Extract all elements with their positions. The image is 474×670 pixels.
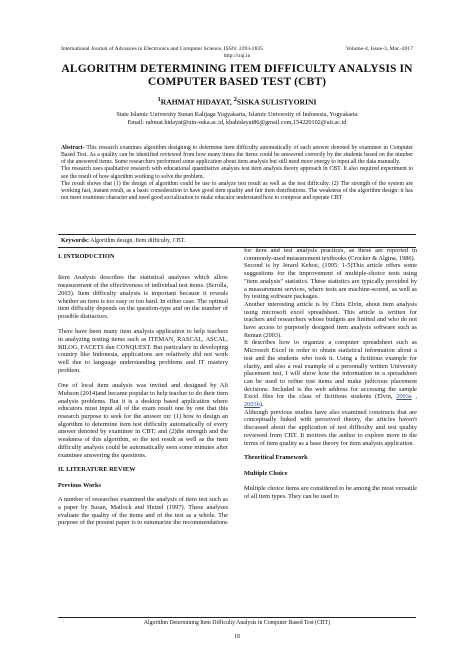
title-line-2: COMPUTER BASED TEST (CBT) <box>147 75 327 88</box>
right-paragraph-1: for item and test analysis practices, as these are reported in commonly-used measurement textbooks (Crocker & Algina, 1986). <box>244 247 417 262</box>
journal-volume: Volume-4, Issue-3, Mar.-2017 <box>345 46 413 52</box>
keywords-text: Algorithm design, Item difficulty, CBT. <box>89 238 186 244</box>
paper-title <box>40 62 434 88</box>
keywords <box>61 238 413 244</box>
keywords-rule-top <box>58 234 416 235</box>
right-paragraph-6: Multiple choice items are considered to be among the most versatile of all item types. They can be used to <box>244 485 417 500</box>
right-paragraph-3: Another interesting article is by Chris Elvin, about item analysis using microsoft excel spreadsheet. This article is written for teachers and researchers whose budgets are limited and who do not have access to purposely designed item analysis software such as Iteman (2003). <box>244 300 417 339</box>
review-heading: II. LITERATURE REVIEW <box>58 466 136 474</box>
citation-link-2003a[interactable]: 2003a <box>396 393 412 401</box>
abstract <box>61 145 413 202</box>
footer-rule <box>58 617 416 618</box>
right-paragraph-2: Second is by Jerard Kehoe, (1995: 1-5)This article offers some suggestions for the improvement of multiple-choice tests using "item analysis" statistics. These statistics are typically provided by a measurement services, where tests are machine-scored, as well as by testing software packages. <box>244 262 417 301</box>
authors <box>40 96 434 107</box>
abstract-label: Abstract- <box>61 145 85 151</box>
author-2: SISKA SULISTYORINI <box>236 97 317 107</box>
abstract-p2: The research uses qualitative research with educational quantitative analysis test item analysis theory approach in CBT. It also required experiment to see the result of how algorithm working to solve the problem. <box>61 166 413 180</box>
abstract-p3: The result shows that (1) the design of algorithm could be use to analyze test result as well as the test difficulty. (2) The strength of the system are working fast, instant result, as a basic consideration to have good item quality and fair item distributions. The weakness of the algorithm design: it has not meet examinee character and need good socialization to make educator understand how to compose and operate CBT <box>61 180 413 202</box>
intro-paragraph-2: There have been many item analysis application to help teachers in analyzing testing items such as ITEMAN, RASCAL, ASCAL, BILOG, FACETS dan CONQUEST. But particulary in developing country like Indonesia, applications are relatively did not work well due to language understanding problems and IT mastery problem. <box>58 328 228 374</box>
citation-link-2003b[interactable]: 2003b <box>244 401 260 409</box>
page-number: 18 <box>234 634 240 640</box>
keywords-label: Keywords: <box>61 238 89 244</box>
multiple-choice-heading: Multiple Choice <box>244 469 288 477</box>
intro-paragraph-3: One of local item analysis was invited and designed by Ali Muhson (2014)and became popular to help teacher to do their item analysis problems. But it is a desktop based application where educators must input all of the exam result one by one that this research purpose to seek for the answer on: (1) how to design an algorithm to determine item test difficulty automatically of every answer denoted by examinee in CBT; and (2)the strength and the weakness of this algorithm, so the test result as well as the item difficulty analysis could be automatically seen some minutes after examinee answering the questions. <box>58 382 228 459</box>
journal-url: http://iraj.in <box>223 53 251 59</box>
title-line-1: ALGORITHM DETERMINING ITEM DIFFICULTY ANALYSIS IN <box>61 62 413 75</box>
affiliation-line: State Islamic University Sunan Kalijaga Yogyakarta, Islamic University of Indonesia, Yogyakarta <box>116 111 358 118</box>
right-paragraph-4: It describes how to organize a computer spreadsheet such as Microsoft Excel in order to obtain statistical information about a test and the students who took it. Using a fictitious example for clarity, and also a real example of a personally written University placement test, I will show how the information in a spreadsheet can be used to refine test items and make judicious placement decisions. Included is the web address for accessing the sample Excel files for the class of fictitious students (Elvin, 2003a , 2003b). <box>244 339 417 409</box>
right-paragraph-5: Although previous studies have also examined constructs that are conceptually linked with perceived theory, the articles haven't discussed about the application of test difficulty and test quality reviewed from CBT. It motives the author to explore more in the terms of item quality as a base theory for item analysis application. <box>244 408 417 447</box>
review-paragraph-1: A number of researches examined the analysis of item test such as a paper by Susan, Matlock and Hetzel (1997). These analyses evaluate the quality of the items and of the test as a whole. The purpose of the present paper is to summarize the recommendations <box>58 496 228 527</box>
author1-sup: 1 <box>157 96 161 103</box>
affiliation <box>40 111 434 126</box>
author2-sup: 2 <box>233 96 237 103</box>
journal-name: International Journal of Advances in Electronics and Computer Science, ISSN: 2393-2835 <box>61 46 264 52</box>
footer-title: Algorithm Determining Item Difficulty Analysis in Computer Based Test (CBT) <box>143 620 331 626</box>
theory-heading: Theoritical Framework <box>244 454 308 462</box>
intro-heading: I. INTRODUCTION <box>58 253 115 260</box>
abstract-p1: Abstract- This research examines algorithm designing to determine item difficulty automatically of each answer denoted by examinee in Computer Based Test. As a quality can be identified reviewed from how many times the items could be answered correctly by the students based on the number of the answered items. Some researchers performed some application about item analysis but still need more energy to input all the data manually. <box>61 145 413 166</box>
email-line: Email: rahmat.hidayat@uin-suka.ac.id, khahidayat86@gmail.com,154220102@uii.ac.id <box>127 118 347 126</box>
review-subheading: Previous Works <box>58 481 101 489</box>
intro-paragraph-1: Item Analysis describes the statistical analyses which allow measurement of the effectiveness of individual test items. (Scrolla, 2003). Item difficulty analysis is important because it reveals whether an item is too easy or too hard. In either case. The optimal item difficulty depends on the question-type and on the number of possible distractors. <box>58 274 228 320</box>
left-column <box>58 253 228 527</box>
right-column <box>244 247 417 500</box>
author-1: RAHMAT HIDAYAT, <box>160 97 234 107</box>
